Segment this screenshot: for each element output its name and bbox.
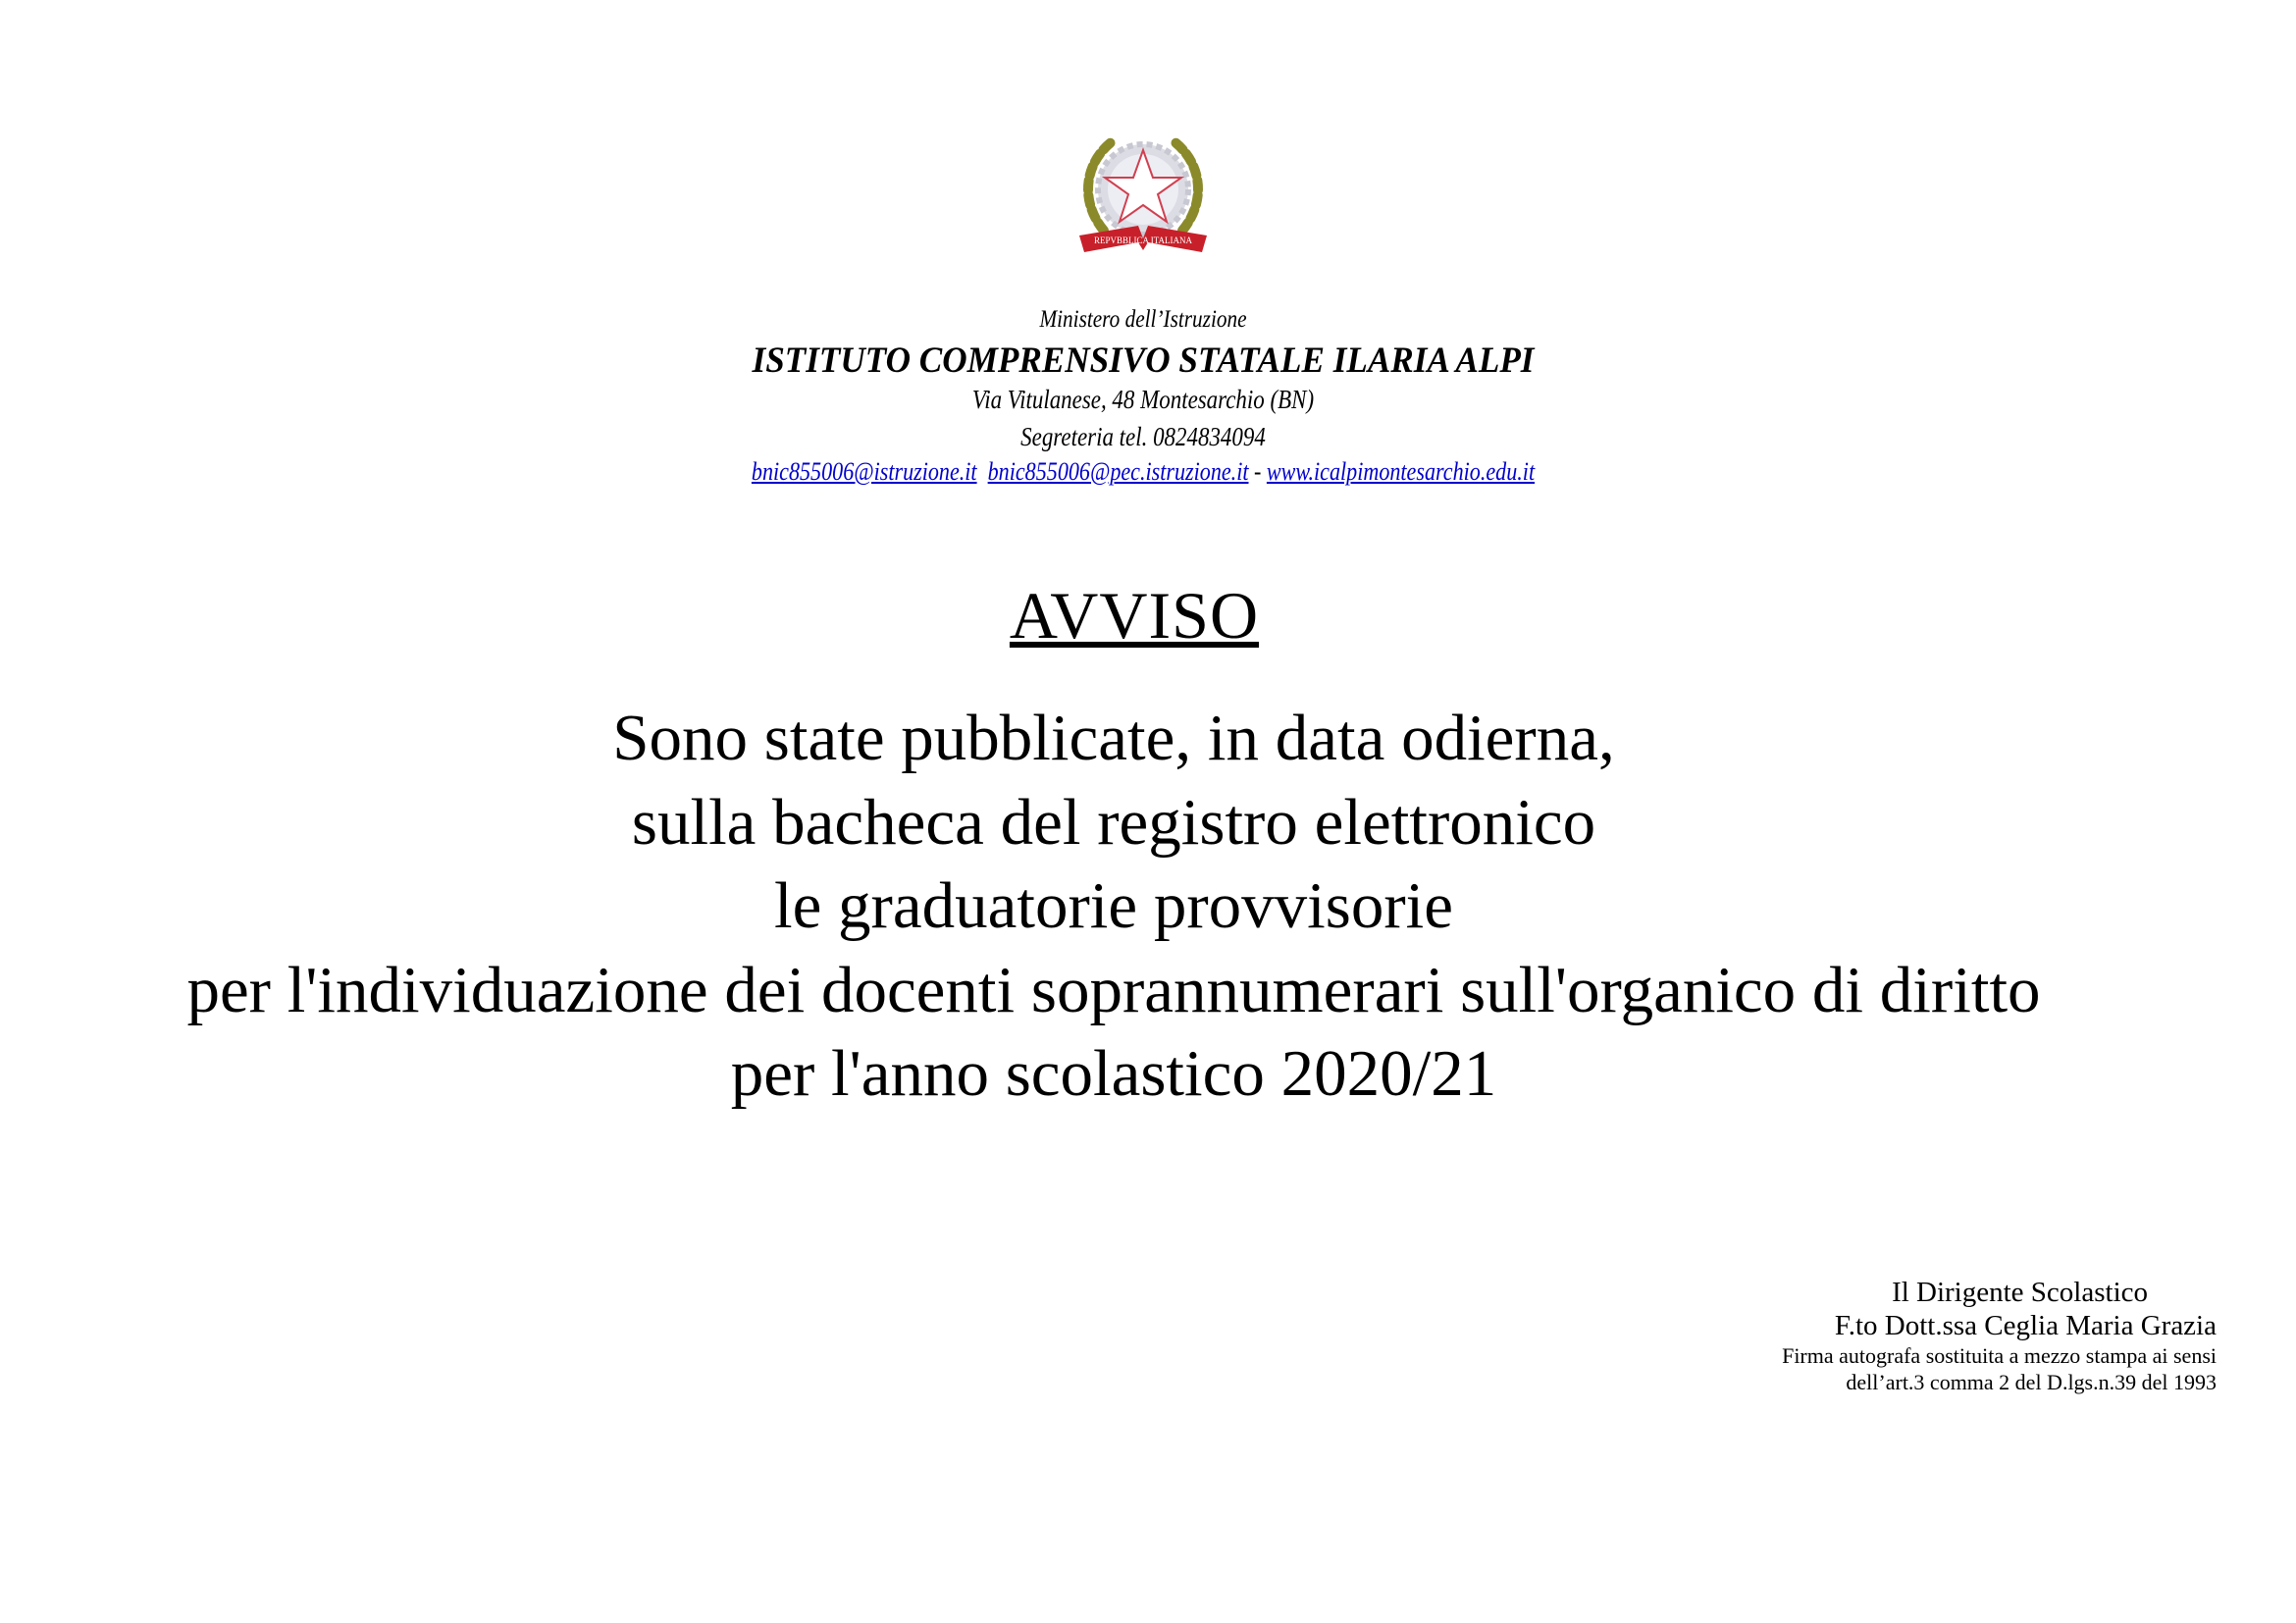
notice-line: le graduatorie provvisorie	[773, 869, 1454, 942]
notice-line: sulla bacheca del registro elettronico	[631, 785, 1596, 859]
notice-title: AVVISO	[1009, 578, 1260, 653]
ministry-name: Ministero dell’Istruzione	[1039, 306, 1247, 333]
signer-name: F.to Dott.ssa Ceglia Maria Grazia	[1834, 1310, 2217, 1341]
notice-body	[0, 697, 2227, 1117]
signature-note: Firma autografa sostituita a mezzo stampa ai sensi	[1782, 1343, 2217, 1368]
school-address: Via Vitulanese, 48 Montesarchio (BN)	[971, 385, 1315, 414]
signature-block	[1782, 1276, 2217, 1395]
notice-line: per l'individuazione dei docenti soprannumerari sull'organico di diritto	[186, 953, 2041, 1026]
signature-note-law: dell’art.3 comma 2 del D.lgs.n.39 del 1993	[1846, 1370, 2217, 1394]
contact-links	[172, 457, 2115, 487]
pec-link[interactable]: bnic855006@pec.istruzione.it	[987, 457, 1249, 486]
republic-emblem-logo	[1070, 123, 1217, 270]
notice-line: per l'anno scolastico 2020/21	[730, 1037, 1497, 1110]
school-phone: Segreteria tel. 0824834094	[1020, 422, 1266, 451]
website-link[interactable]: www.icalpimontesarchio.edu.it	[1266, 457, 1536, 486]
signer-role: Il Dirigente Scolastico	[1892, 1277, 2148, 1308]
link-separator: -	[1248, 457, 1267, 486]
svg-text:REPVBBLICA ITALIANA: REPVBBLICA ITALIANA	[1093, 236, 1193, 245]
school-name: ISTITUTO COMPRENSIVO STATALE ILARIA ALPI	[752, 340, 1535, 381]
notice-line: Sono state pubblicate, in data odierna,	[612, 702, 1615, 774]
email-link[interactable]: bnic855006@istruzione.it	[751, 457, 977, 486]
